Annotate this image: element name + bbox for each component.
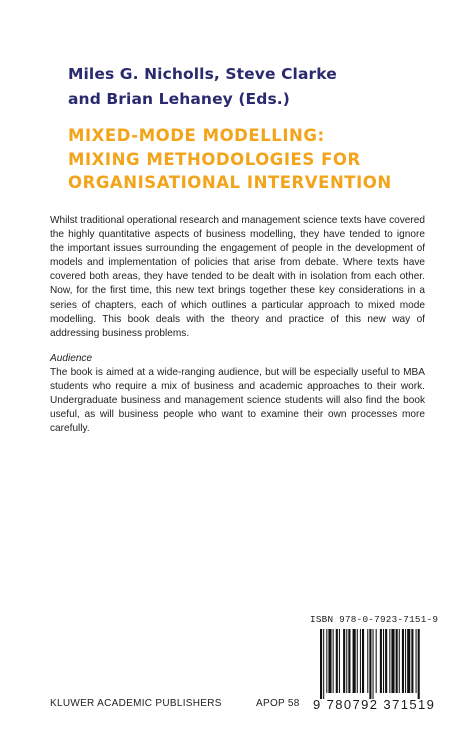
barcode-bar: [383, 629, 384, 693]
barcode-bar: [376, 629, 377, 693]
authors-line-1: Miles G. Nicholls, Steve Clarke: [68, 65, 337, 83]
series-number: APOP 58: [256, 698, 300, 709]
audience-paragraph: The book is aimed at a wide-ranging audience, but will be especially useful to MBA students who require a mix of business and academic approaches to their work. Undergraduate business and management science students will also find the book useful, as will business people who want to examine their own processes more carefully.: [50, 366, 425, 435]
barcode-bar: [320, 629, 322, 699]
barcode-bar: [391, 629, 394, 693]
barcode-bar: [362, 629, 364, 693]
barcode-bar: [357, 629, 358, 693]
barcode-bar: [396, 629, 398, 693]
isbn-number: ISBN 978-0-7923-7151-9: [310, 614, 439, 625]
barcode-bar: [353, 629, 356, 693]
title-line-1: MIXED-MODE MODELLING:: [68, 126, 325, 145]
authors-line-2: and Brian Lehaney (Eds.): [68, 90, 290, 108]
barcode-bar: [380, 629, 382, 693]
barcode-image: [320, 629, 454, 699]
barcode-bar: [373, 629, 374, 699]
barcode-bar: [402, 629, 404, 693]
barcode-bar: [367, 629, 368, 693]
barcode-digits: 9 780792 371519: [313, 697, 436, 712]
barcode-bar: [339, 629, 340, 693]
barcode-bar: [360, 629, 361, 693]
barcode-bar: [369, 629, 371, 699]
book-title: [68, 124, 392, 195]
title-line-3: ORGANISATIONAL INTERVENTION: [68, 173, 392, 192]
barcode-bar: [418, 629, 420, 699]
author-list: [68, 62, 337, 112]
blurb: [50, 214, 425, 436]
barcode-bar: [385, 629, 387, 693]
barcode-bar: [346, 629, 347, 693]
audience-heading: Audience: [50, 352, 93, 364]
publisher-name: KLUWER ACADEMIC PUBLISHERS: [50, 698, 222, 709]
barcode-bar: [399, 629, 400, 693]
description-paragraph: Whilst traditional operational research and management science texts have covered the highly quantitative aspects of business modelling, they have tended to ignore the important issues surrounding the engagement of people in the development of models and implementation of policies that arise from debate. Where texts have covered both areas, they have tended to be dealt with in isolation from each other. Now, for the first time, this new text brings together these key considerations in a series of chapters, each of which outlines a particular approach to mixed mode modelling. This book deals with the theory and practice of this new way of addressing business problems.: [50, 215, 425, 339]
barcode-bar: [328, 629, 331, 693]
barcode-bar: [336, 629, 338, 693]
barcode-bar: [348, 629, 350, 693]
barcode-bar: [333, 629, 334, 693]
barcode-bar: [326, 629, 327, 693]
barcode-bar: [389, 629, 390, 693]
barcode-bar: [405, 629, 406, 693]
title-line-2: MIXING METHODOLOGIES FOR: [68, 149, 361, 169]
barcode-bar: [323, 629, 324, 699]
barcode-bar: [416, 629, 417, 693]
barcode-bar: [407, 629, 410, 693]
barcode-bar: [343, 629, 345, 693]
barcode-bar: [411, 629, 413, 693]
